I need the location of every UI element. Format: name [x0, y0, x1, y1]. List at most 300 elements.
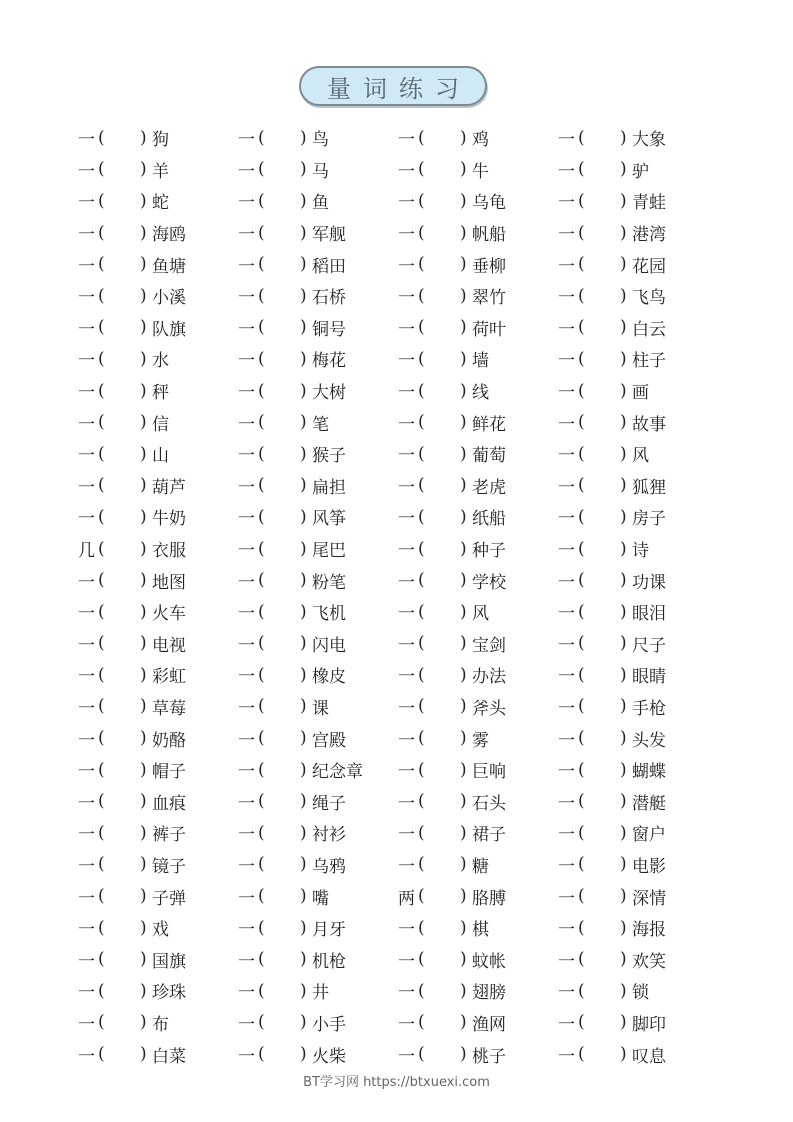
close-paren: ) [620, 1044, 627, 1065]
numeral: 一 [398, 920, 415, 941]
close-paren: ) [620, 728, 627, 749]
exercise-item [558, 252, 718, 277]
close-paren: ) [460, 980, 467, 1001]
close-paren: ) [460, 822, 467, 843]
open-paren: ( [578, 317, 585, 338]
exercise-item [238, 726, 398, 751]
noun-word: 眼睛 [632, 667, 666, 688]
exercise-item [398, 283, 558, 308]
open-paren: ( [98, 980, 105, 1001]
close-paren: ) [460, 159, 467, 180]
exercise-item [78, 915, 238, 940]
close-paren: ) [460, 854, 467, 875]
noun-word: 电视 [152, 635, 186, 656]
exercise-row [78, 628, 718, 660]
close-paren: ) [460, 506, 467, 527]
exercise-item [558, 1042, 718, 1067]
open-paren: ( [258, 190, 265, 211]
close-paren: ) [300, 443, 307, 464]
numeral: 一 [238, 288, 255, 309]
open-paren: ( [258, 917, 265, 938]
noun-word: 手枪 [632, 698, 666, 719]
open-paren: ( [258, 127, 265, 148]
numeral: 一 [78, 951, 95, 972]
noun-word: 石头 [472, 793, 506, 814]
noun-word: 脚印 [632, 1014, 666, 1035]
exercise-row [78, 248, 718, 280]
noun-word: 学校 [472, 572, 506, 593]
close-paren: ) [460, 348, 467, 369]
open-paren: ( [578, 254, 585, 275]
noun-word: 胳膊 [472, 888, 506, 909]
close-paren: ) [620, 949, 627, 970]
exercise-item [238, 884, 398, 909]
close-paren: ) [300, 506, 307, 527]
open-paren: ( [578, 412, 585, 433]
exercise-item [78, 631, 238, 656]
noun-word: 井 [312, 983, 329, 1004]
numeral: 一 [78, 256, 95, 277]
noun-word: 山 [152, 446, 169, 467]
close-paren: ) [460, 633, 467, 654]
noun-word: 鱼 [312, 193, 329, 214]
open-paren: ( [418, 159, 425, 180]
open-paren: ( [258, 696, 265, 717]
noun-word: 布 [152, 1014, 169, 1035]
exercise-item [398, 473, 558, 498]
noun-word: 巨响 [472, 762, 506, 783]
close-paren: ) [460, 317, 467, 338]
noun-word: 翠竹 [472, 288, 506, 309]
numeral: 一 [558, 667, 575, 688]
close-paren: ) [140, 728, 147, 749]
noun-word: 斧头 [472, 698, 506, 719]
open-paren: ( [418, 348, 425, 369]
numeral: 一 [558, 383, 575, 404]
close-paren: ) [620, 506, 627, 527]
noun-word: 绳子 [312, 793, 346, 814]
close-paren: ) [140, 1044, 147, 1065]
open-paren: ( [258, 949, 265, 970]
noun-word: 鸡 [472, 130, 489, 151]
close-paren: ) [140, 443, 147, 464]
noun-word: 海鸥 [152, 225, 186, 246]
noun-word: 葡萄 [472, 446, 506, 467]
close-paren: ) [300, 696, 307, 717]
exercise-item [558, 884, 718, 909]
open-paren: ( [578, 601, 585, 622]
close-paren: ) [140, 348, 147, 369]
numeral: 一 [78, 193, 95, 214]
exercise-item [78, 789, 238, 814]
noun-word: 笔 [312, 414, 329, 435]
noun-word: 锁 [632, 983, 649, 1004]
open-paren: ( [98, 127, 105, 148]
close-paren: ) [140, 917, 147, 938]
numeral: 一 [558, 446, 575, 467]
exercise-item [78, 978, 238, 1003]
noun-word: 稻田 [312, 256, 346, 277]
numeral: 一 [398, 414, 415, 435]
noun-word: 火柴 [312, 1046, 346, 1067]
exercise-item [558, 599, 718, 624]
numeral: 一 [238, 698, 255, 719]
title-box [299, 66, 487, 106]
exercise-item [238, 188, 398, 213]
open-paren: ( [98, 475, 105, 496]
exercise-item [238, 157, 398, 182]
close-paren: ) [620, 159, 627, 180]
open-paren: ( [258, 664, 265, 685]
open-paren: ( [258, 285, 265, 306]
noun-word: 课 [312, 698, 329, 719]
noun-word: 国旗 [152, 951, 186, 972]
numeral: 一 [558, 1014, 575, 1035]
close-paren: ) [620, 254, 627, 275]
open-paren: ( [418, 475, 425, 496]
exercise-item [78, 1042, 238, 1067]
numeral: 一 [78, 698, 95, 719]
exercise-row [78, 975, 718, 1007]
noun-word: 尾巴 [312, 541, 346, 562]
exercise-item [78, 757, 238, 782]
exercise-item [238, 757, 398, 782]
close-paren: ) [300, 633, 307, 654]
close-paren: ) [620, 443, 627, 464]
numeral: 一 [558, 762, 575, 783]
noun-word: 乌龟 [472, 193, 506, 214]
noun-word: 鸟 [312, 130, 329, 151]
noun-word: 奶酪 [152, 730, 186, 751]
exercise-row [78, 691, 718, 723]
open-paren: ( [98, 664, 105, 685]
exercise-item [78, 504, 238, 529]
numeral: 一 [558, 477, 575, 498]
close-paren: ) [140, 538, 147, 559]
numeral: 一 [398, 856, 415, 877]
exercise-item [398, 820, 558, 845]
numeral: 一 [558, 635, 575, 656]
open-paren: ( [418, 285, 425, 306]
exercise-item [398, 694, 558, 719]
noun-word: 小溪 [152, 288, 186, 309]
close-paren: ) [140, 854, 147, 875]
open-paren: ( [98, 412, 105, 433]
numeral: 一 [398, 762, 415, 783]
open-paren: ( [418, 570, 425, 591]
numeral: 一 [398, 793, 415, 814]
open-paren: ( [98, 380, 105, 401]
noun-word: 桃子 [472, 1046, 506, 1067]
close-paren: ) [140, 570, 147, 591]
close-paren: ) [140, 222, 147, 243]
exercise-row [78, 217, 718, 249]
exercise-item [238, 283, 398, 308]
exercise-item [78, 694, 238, 719]
open-paren: ( [98, 254, 105, 275]
noun-word: 大树 [312, 383, 346, 404]
numeral: 一 [238, 572, 255, 593]
numeral: 两 [398, 888, 415, 909]
close-paren: ) [140, 633, 147, 654]
close-paren: ) [300, 190, 307, 211]
open-paren: ( [578, 380, 585, 401]
numeral: 一 [398, 193, 415, 214]
close-paren: ) [300, 159, 307, 180]
close-paren: ) [460, 190, 467, 211]
open-paren: ( [258, 348, 265, 369]
close-paren: ) [300, 791, 307, 812]
numeral: 一 [78, 572, 95, 593]
open-paren: ( [258, 380, 265, 401]
close-paren: ) [460, 1012, 467, 1033]
close-paren: ) [140, 506, 147, 527]
close-paren: ) [140, 980, 147, 1001]
close-paren: ) [140, 190, 147, 211]
noun-word: 风 [632, 446, 649, 467]
open-paren: ( [258, 1012, 265, 1033]
exercise-item [558, 631, 718, 656]
noun-word: 闪电 [312, 635, 346, 656]
noun-word: 秤 [152, 383, 169, 404]
close-paren: ) [140, 317, 147, 338]
exercise-item [558, 1010, 718, 1035]
numeral: 一 [238, 130, 255, 151]
exercise-item [398, 915, 558, 940]
close-paren: ) [460, 380, 467, 401]
exercise-row [78, 943, 718, 975]
open-paren: ( [98, 443, 105, 464]
exercise-item [238, 947, 398, 972]
open-paren: ( [258, 222, 265, 243]
open-paren: ( [578, 696, 585, 717]
exercise-item [558, 441, 718, 466]
open-paren: ( [98, 696, 105, 717]
noun-word: 线 [472, 383, 489, 404]
noun-word: 荷叶 [472, 319, 506, 340]
numeral: 一 [238, 161, 255, 182]
noun-word: 柱子 [632, 351, 666, 372]
exercise-item [558, 125, 718, 150]
numeral: 一 [238, 509, 255, 530]
open-paren: ( [258, 633, 265, 654]
noun-word: 羊 [152, 161, 169, 182]
exercise-row [78, 817, 718, 849]
close-paren: ) [140, 949, 147, 970]
open-paren: ( [418, 317, 425, 338]
close-paren: ) [620, 980, 627, 1001]
noun-word: 军舰 [312, 225, 346, 246]
numeral: 一 [558, 509, 575, 530]
exercise-item [398, 441, 558, 466]
open-paren: ( [418, 886, 425, 907]
exercise-item [78, 346, 238, 371]
close-paren: ) [460, 1044, 467, 1065]
numeral: 一 [558, 225, 575, 246]
exercise-item [558, 283, 718, 308]
exercise-row [78, 1038, 718, 1070]
exercise-item [398, 631, 558, 656]
exercise-row [78, 880, 718, 912]
open-paren: ( [578, 1044, 585, 1065]
close-paren: ) [460, 570, 467, 591]
exercise-row [78, 185, 718, 217]
exercise-item [398, 188, 558, 213]
numeral: 一 [238, 983, 255, 1004]
numeral: 一 [558, 256, 575, 277]
open-paren: ( [578, 664, 585, 685]
noun-word: 飞鸟 [632, 288, 666, 309]
noun-word: 队旗 [152, 319, 186, 340]
numeral: 一 [398, 225, 415, 246]
close-paren: ) [620, 854, 627, 875]
open-paren: ( [578, 759, 585, 780]
open-paren: ( [578, 506, 585, 527]
numeral: 一 [398, 509, 415, 530]
noun-word: 蚊帐 [472, 951, 506, 972]
noun-word: 水 [152, 351, 169, 372]
open-paren: ( [258, 854, 265, 875]
exercise-item [398, 315, 558, 340]
open-paren: ( [98, 222, 105, 243]
exercise-row [78, 849, 718, 881]
exercise-item [78, 157, 238, 182]
exercise-row [78, 470, 718, 502]
open-paren: ( [578, 190, 585, 211]
numeral: 几 [78, 541, 95, 562]
noun-word: 花园 [632, 256, 666, 277]
exercise-item [238, 252, 398, 277]
noun-word: 衣服 [152, 541, 186, 562]
open-paren: ( [258, 412, 265, 433]
noun-word: 机枪 [312, 951, 346, 972]
exercise-item [558, 662, 718, 687]
numeral: 一 [238, 730, 255, 751]
exercise-item [78, 726, 238, 751]
exercise-item [398, 504, 558, 529]
numeral: 一 [398, 604, 415, 625]
close-paren: ) [140, 1012, 147, 1033]
close-paren: ) [460, 601, 467, 622]
open-paren: ( [418, 917, 425, 938]
open-paren: ( [98, 949, 105, 970]
open-paren: ( [258, 1044, 265, 1065]
numeral: 一 [238, 856, 255, 877]
open-paren: ( [578, 791, 585, 812]
noun-word: 信 [152, 414, 169, 435]
numeral: 一 [238, 193, 255, 214]
numeral: 一 [238, 1014, 255, 1035]
close-paren: ) [620, 664, 627, 685]
numeral: 一 [78, 509, 95, 530]
numeral: 一 [78, 161, 95, 182]
exercise-item [398, 662, 558, 687]
numeral: 一 [238, 256, 255, 277]
open-paren: ( [418, 380, 425, 401]
close-paren: ) [300, 759, 307, 780]
exercise-row [78, 564, 718, 596]
close-paren: ) [300, 1012, 307, 1033]
exercise-item [398, 568, 558, 593]
open-paren: ( [418, 538, 425, 559]
noun-word: 血痕 [152, 793, 186, 814]
numeral: 一 [238, 225, 255, 246]
exercise-item [238, 315, 398, 340]
close-paren: ) [620, 538, 627, 559]
open-paren: ( [98, 317, 105, 338]
noun-word: 子弹 [152, 888, 186, 909]
numeral: 一 [238, 667, 255, 688]
exercise-item [558, 346, 718, 371]
title-banner [299, 66, 487, 106]
close-paren: ) [300, 412, 307, 433]
noun-word: 戏 [152, 920, 169, 941]
close-paren: ) [300, 570, 307, 591]
noun-word: 彩虹 [152, 667, 186, 688]
noun-word: 裙子 [472, 825, 506, 846]
close-paren: ) [620, 222, 627, 243]
open-paren: ( [258, 886, 265, 907]
numeral: 一 [398, 319, 415, 340]
numeral: 一 [398, 446, 415, 467]
numeral: 一 [78, 351, 95, 372]
exercise-item [558, 694, 718, 719]
exercise-item [558, 726, 718, 751]
exercise-item [238, 852, 398, 877]
exercise-item [238, 125, 398, 150]
numeral: 一 [238, 446, 255, 467]
close-paren: ) [140, 791, 147, 812]
noun-word: 牛奶 [152, 509, 186, 530]
open-paren: ( [578, 443, 585, 464]
numeral: 一 [558, 572, 575, 593]
open-paren: ( [418, 759, 425, 780]
exercise-item [238, 504, 398, 529]
open-paren: ( [98, 791, 105, 812]
exercise-row [78, 438, 718, 470]
noun-word: 驴 [632, 161, 649, 182]
noun-word: 青蛙 [632, 193, 666, 214]
exercise-item [558, 757, 718, 782]
noun-word: 欢笑 [632, 951, 666, 972]
exercise-item [238, 694, 398, 719]
numeral: 一 [558, 193, 575, 214]
exercise-item [398, 978, 558, 1003]
open-paren: ( [418, 1012, 425, 1033]
exercise-item [398, 220, 558, 245]
numeral: 一 [558, 825, 575, 846]
numeral: 一 [238, 951, 255, 972]
close-paren: ) [140, 412, 147, 433]
exercise-grid [78, 122, 718, 1070]
noun-word: 镜子 [152, 856, 186, 877]
exercise-item [78, 220, 238, 245]
open-paren: ( [258, 728, 265, 749]
numeral: 一 [398, 130, 415, 151]
numeral: 一 [238, 383, 255, 404]
close-paren: ) [460, 759, 467, 780]
exercise-row [78, 596, 718, 628]
noun-word: 地图 [152, 572, 186, 593]
close-paren: ) [300, 348, 307, 369]
exercise-row [78, 912, 718, 944]
open-paren: ( [98, 601, 105, 622]
numeral: 一 [398, 256, 415, 277]
exercise-item [78, 125, 238, 150]
open-paren: ( [258, 601, 265, 622]
noun-word: 雾 [472, 730, 489, 751]
open-paren: ( [418, 728, 425, 749]
